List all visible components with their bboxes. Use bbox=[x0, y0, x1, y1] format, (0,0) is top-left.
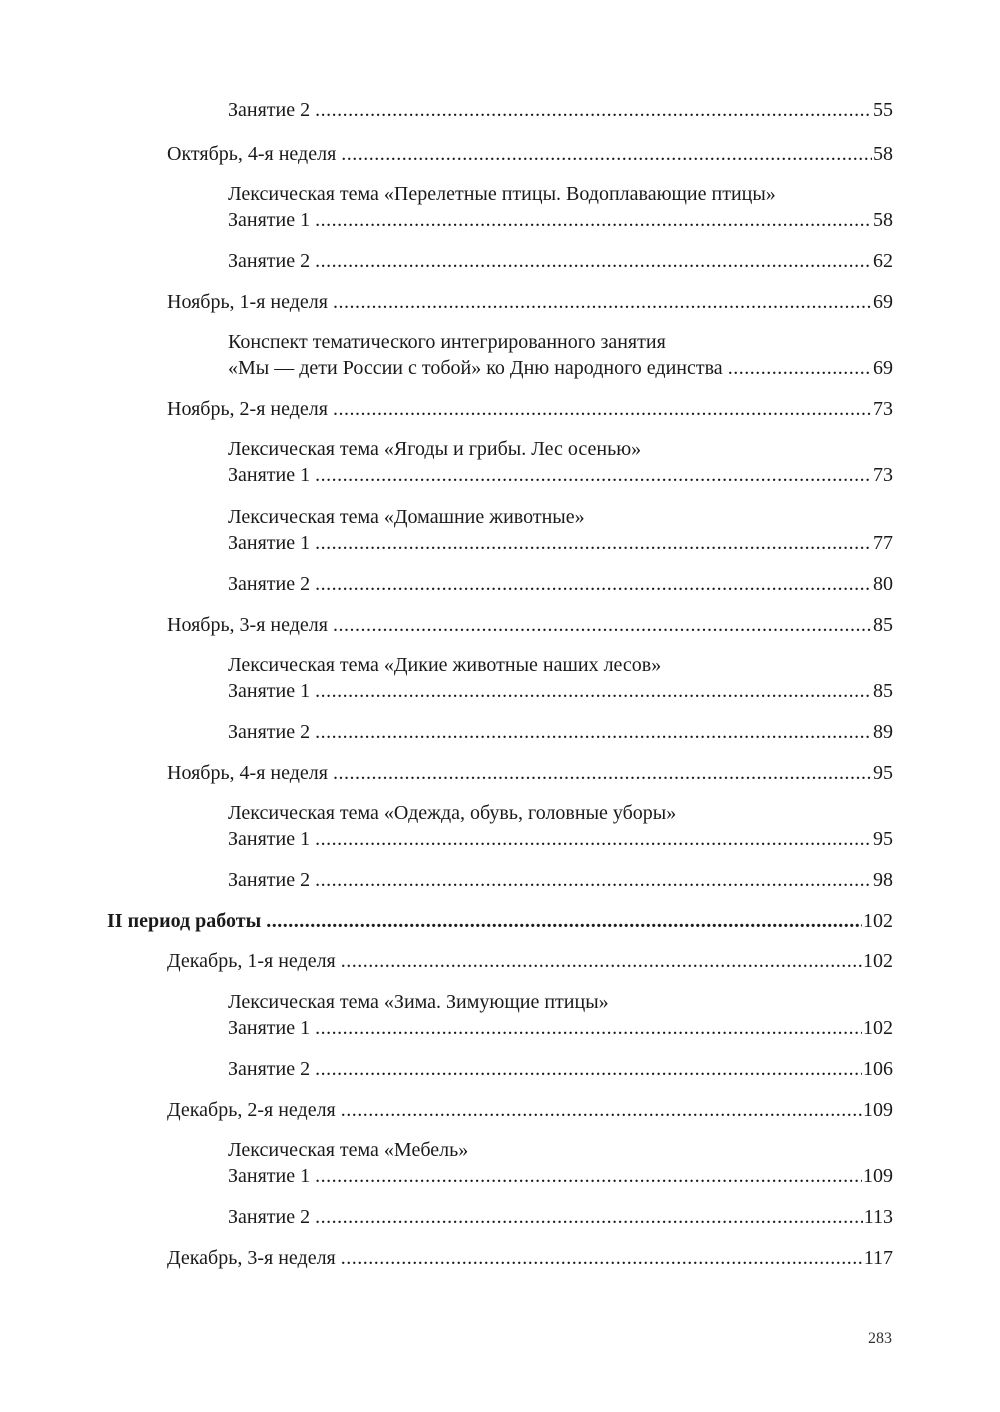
toc-entry-page: 102 bbox=[863, 1017, 893, 1039]
toc-entry-page: 89 bbox=[873, 721, 893, 743]
toc-entry-page: 69 bbox=[873, 291, 893, 313]
toc-entry-page: 106 bbox=[863, 1058, 893, 1080]
toc-entry[interactable] bbox=[228, 1137, 893, 1189]
toc-entry[interactable] bbox=[228, 329, 893, 381]
toc-entry[interactable] bbox=[167, 612, 893, 638]
toc-entry-label: Ноябрь, 3-я неделя bbox=[167, 614, 328, 636]
toc-entry-label: Занятие 1 bbox=[228, 828, 311, 850]
toc-entry-label: Занятие 1 bbox=[228, 1165, 311, 1187]
toc-entry[interactable] bbox=[228, 248, 893, 274]
dot-leader bbox=[266, 908, 862, 934]
toc-entry-label: Занятие 2 bbox=[228, 99, 311, 121]
toc-entry-page: 55 bbox=[873, 99, 893, 121]
dot-leader bbox=[333, 612, 872, 638]
dot-leader bbox=[315, 462, 872, 488]
dot-leader bbox=[315, 826, 872, 852]
toc-entry-heading: Лексическая тема «Зима. Зимующие птицы» bbox=[228, 991, 609, 1013]
toc-entry-heading: Конспект тематического интегрированного занятия bbox=[228, 331, 666, 353]
toc-entry-label: Ноябрь, 1-я неделя bbox=[167, 291, 328, 313]
dot-leader bbox=[333, 396, 872, 422]
toc-entry-page: 58 bbox=[873, 209, 893, 231]
toc-entry-label: Декабрь, 2-я неделя bbox=[167, 1099, 336, 1121]
toc-entry-page: 80 bbox=[873, 573, 893, 595]
toc-entry-label: Занятие 2 bbox=[228, 573, 311, 595]
toc-entry-page: 62 bbox=[873, 250, 893, 272]
toc-entry[interactable] bbox=[167, 760, 893, 786]
dot-leader bbox=[315, 1204, 863, 1230]
toc-entry[interactable] bbox=[167, 1097, 893, 1123]
toc-entry-heading: Лексическая тема «Мебель» bbox=[228, 1139, 469, 1161]
toc-entry-label: Занятие 1 bbox=[228, 464, 311, 486]
toc-entry-label: Занятие 1 bbox=[228, 532, 311, 554]
toc-entry[interactable] bbox=[107, 908, 893, 934]
dot-leader bbox=[728, 355, 872, 381]
toc-entry[interactable] bbox=[228, 989, 893, 1041]
toc-entry-page: 85 bbox=[873, 680, 893, 702]
page-number: 283 bbox=[868, 1330, 892, 1347]
toc-entry-label: Занятие 2 bbox=[228, 250, 311, 272]
dot-leader bbox=[315, 678, 872, 704]
toc-entry-page: 102 bbox=[863, 950, 893, 972]
dot-leader bbox=[341, 1097, 862, 1123]
toc-entry-label: Декабрь, 3-я неделя bbox=[167, 1247, 336, 1269]
toc-entry-heading: Лексическая тема «Дикие животные наших лесов» bbox=[228, 654, 662, 676]
dot-leader bbox=[315, 571, 872, 597]
toc-entry-page: 73 bbox=[873, 464, 893, 486]
toc-entry-label: Занятие 1 bbox=[228, 680, 311, 702]
toc-entry-heading: Лексическая тема «Перелетные птицы. Водоплавающие птицы» bbox=[228, 183, 776, 205]
toc-entry[interactable] bbox=[228, 652, 893, 704]
dot-leader bbox=[333, 760, 872, 786]
toc-entry-page: 73 bbox=[873, 398, 893, 420]
dot-leader bbox=[315, 1015, 862, 1041]
toc-entry-page: 98 bbox=[873, 869, 893, 891]
toc-entry-page: 109 bbox=[863, 1099, 893, 1121]
dot-leader bbox=[315, 97, 872, 123]
dot-leader bbox=[315, 530, 872, 556]
dot-leader bbox=[315, 1163, 862, 1189]
toc-entry-heading: Лексическая тема «Ягоды и грибы. Лес осенью» bbox=[228, 438, 642, 460]
dot-leader bbox=[315, 719, 872, 745]
dot-leader bbox=[315, 248, 872, 274]
toc-entry-page: 117 bbox=[863, 1247, 893, 1269]
toc-entry-page: 77 bbox=[873, 532, 893, 554]
dot-leader bbox=[341, 1245, 863, 1271]
toc-entry[interactable] bbox=[167, 141, 893, 167]
toc-entry[interactable] bbox=[228, 1204, 893, 1230]
dot-leader bbox=[341, 141, 872, 167]
toc-entry[interactable] bbox=[167, 1245, 893, 1271]
toc-entry[interactable] bbox=[167, 289, 893, 315]
toc-entry-page: 109 bbox=[863, 1165, 893, 1187]
toc-entry-label: Занятие 1 bbox=[228, 209, 311, 231]
toc-entry-page: 85 bbox=[873, 614, 893, 636]
toc-entry[interactable] bbox=[228, 719, 893, 745]
toc-entry[interactable] bbox=[228, 867, 893, 893]
dot-leader bbox=[315, 1056, 862, 1082]
toc-entry-label: Занятие 2 bbox=[228, 1206, 311, 1228]
toc-entry-label: Октябрь, 4-я неделя bbox=[167, 143, 337, 165]
toc-entry[interactable] bbox=[228, 800, 893, 852]
toc-entry-label: Занятие 2 bbox=[228, 869, 311, 891]
toc-entry-heading: Лексическая тема «Одежда, обувь, головные уборы» bbox=[228, 802, 677, 824]
toc-entry[interactable] bbox=[228, 1056, 893, 1082]
toc-entry-label: II период работы bbox=[107, 910, 262, 932]
toc-entry[interactable] bbox=[228, 571, 893, 597]
toc-entry-page: 95 bbox=[873, 762, 893, 784]
toc-entry-page: 58 bbox=[873, 143, 893, 165]
toc-entry-page: 69 bbox=[873, 357, 893, 379]
toc-entry-label: Занятие 2 bbox=[228, 1058, 311, 1080]
toc-entry-label: Декабрь, 1-я неделя bbox=[167, 950, 336, 972]
toc-entry[interactable] bbox=[167, 396, 893, 422]
dot-leader bbox=[341, 948, 862, 974]
toc-entry-label: Занятие 2 bbox=[228, 721, 311, 743]
dot-leader bbox=[333, 289, 872, 315]
toc-entry[interactable] bbox=[228, 97, 893, 123]
toc-entry[interactable] bbox=[167, 948, 893, 974]
toc-entry[interactable] bbox=[228, 181, 893, 233]
toc-entry-label: Ноябрь, 4-я неделя bbox=[167, 762, 328, 784]
toc-entry-label: Занятие 1 bbox=[228, 1017, 311, 1039]
dot-leader bbox=[315, 867, 872, 893]
toc-entry-label: «Мы — дети России с тобой» ко Дню народного единства bbox=[228, 357, 723, 379]
toc-entry-page: 113 bbox=[863, 1206, 893, 1228]
toc-entry[interactable] bbox=[228, 504, 893, 556]
toc-entry-label: Ноябрь, 2-я неделя bbox=[167, 398, 328, 420]
dot-leader bbox=[315, 207, 872, 233]
toc-entry-heading: Лексическая тема «Домашние животные» bbox=[228, 506, 585, 528]
toc-entry-page: 95 bbox=[873, 828, 893, 850]
toc-entry-page: 102 bbox=[863, 910, 893, 932]
toc-entry[interactable] bbox=[228, 436, 893, 488]
